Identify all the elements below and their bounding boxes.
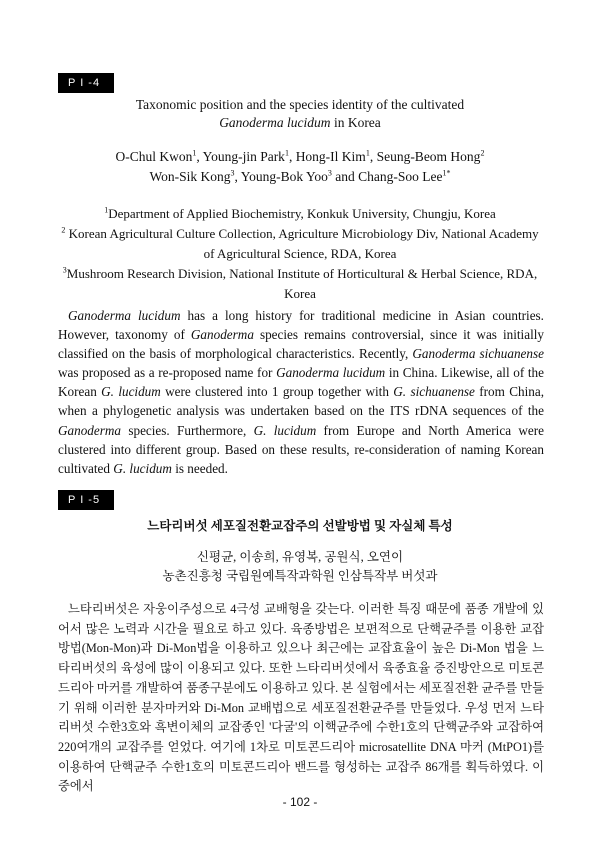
species-name: G. lucidum [253, 422, 317, 438]
abstract-text: was proposed as a re-proposed name for [58, 365, 277, 381]
abstract-text: in China. Likewise, all of the Korean [58, 365, 544, 400]
author-affil-mark: 3 [327, 168, 332, 178]
author-list: 신평균, 이송희, 유영복, 공원식, 오연이 [196, 550, 404, 564]
author: , Young-Bok Yoo [234, 169, 328, 184]
author: , Young-jin Park [196, 149, 285, 164]
author: and Chang-Soo Lee [331, 169, 443, 184]
author-affil-mark: 3 [230, 168, 235, 178]
author: Won-Sik Kong [149, 169, 231, 184]
affiliation-line [0, 224, 600, 244]
author-affil-mark: 1* [442, 168, 451, 178]
affil-text: of Agricultural Science, RDA, Korea [203, 246, 397, 261]
author-affil-mark: 1 [284, 148, 289, 158]
abstract-text: is needed. [171, 460, 228, 476]
abstract-body [58, 306, 544, 478]
affil-text: Mushroom Research Division, National Institute of Horticultural & Herbal Science, RDA, [66, 266, 538, 281]
affil-mark: 1 [104, 205, 109, 215]
affiliation-line [0, 284, 600, 304]
abstract-text: species. Furthermore, [121, 422, 254, 438]
affiliations [0, 204, 600, 304]
species-name: G. sichuanense [393, 384, 475, 400]
author: O-Chul Kwon [115, 149, 193, 164]
author: , Hong-Il Kim [288, 149, 366, 164]
title-rest: in Korea [330, 115, 381, 130]
affil-text: Korean Agricultural Culture Collection, Agriculture Microbiology Div, National Academy [65, 226, 539, 241]
title-line-1: Taxonomic position and the species identity of the cultivated [135, 97, 465, 112]
affiliation-line [0, 264, 600, 284]
affiliation-line [0, 244, 600, 264]
abstract-text: were clustered into 1 group together with [160, 384, 394, 400]
abstract-text: species remains controversial, since it was initially classified on the basis of morphological characteristics. Recently, [58, 327, 544, 362]
author-affil-mark: 2 [480, 148, 485, 158]
author-block [0, 548, 600, 586]
species-name: Ganoderma [58, 422, 122, 438]
affil-mark: 2 [61, 225, 66, 235]
species-name: G. lucidum [101, 384, 161, 400]
affiliation-line [0, 204, 600, 224]
abstract-text: from China, when a phylogenetic analysis was undertaken based on the ITS rDNA sequences of the [58, 384, 545, 419]
paper-title: 느타리버섯 세포질전환교잡주의 선발방법 및 자실체 특성 [147, 519, 453, 533]
author-list [0, 147, 600, 187]
author-affil-mark: 1 [192, 148, 197, 158]
section-tag: P I -5 [58, 490, 114, 510]
species-name: Ganoderma lucidum [276, 365, 386, 381]
section-tag: P I -4 [58, 73, 114, 93]
species-name: Ganoderma lucidum [68, 308, 181, 323]
page-number: - 102 - [282, 795, 318, 809]
species-name: G. lucidum [113, 460, 172, 476]
abstract-text: from Europe and North America were clustered into different group. Based on these results, re-consideration of naming Korean cultivated [58, 422, 544, 476]
affil-text: Department of Applied Biochemistry, Konkuk University, Chungju, Korea [108, 206, 496, 221]
affil-mark: 3 [62, 265, 67, 275]
abstract-body: 느타리버섯은 자웅이주성으로 4극성 교배형을 갖는다. 이러한 특징 때문에 품종 개발에 있어서 많은 노력과 시간을 필요로 하고 있다. 육종방법은 보편적으로 단핵균주를 이용한 교잡방법(Mon-Mon)과 Di-Mon법을 이용하고 있으나 최근에는 교잡효율이 높은 Di-Mon 법을 느타리버섯의 육성에 많이 이용되고 있다. 또한 느타리버섯에서 육종효율 증진방안으로 미토콘드리아 마커를 개발하여 품종구분에도 이용하고 있다. 본 실험에서는 세포질전환 균주를 만들기 위해 이러한 분자마커와 Di-Mon 교배법으로 세포질전환균주를 만들었다. 우성 먼저 느타리버섯 수한3호와 흑변이체의 교잡종인 '다굴'의 이핵균주에 수한1호의 단핵균주와 교잡하여 220여개의 교잡주를 얻었다. 여기에 1차로 미토콘드리아 microsatellite DNA 마커 (MtPO1)를 이용하여 단핵균주 수한1호의 미토콘드리아 밴드를 형성하는 교잡주 86개를 획득하였다. 이 중에서 [58, 602, 544, 794]
species-name: Ganoderma sichuanense [412, 346, 544, 362]
title-species: Ganoderma lucidum [219, 115, 331, 130]
author-line-1 [0, 147, 600, 167]
title-line-2 [0, 114, 600, 132]
affil-text: Korea [284, 286, 316, 301]
affiliation: 농촌진흥청 국립원예특작과학원 인삼특작부 버섯과 [162, 569, 438, 583]
abstract-text: has a long history for traditional medicine in Asian countries. However, taxonomy of [58, 308, 544, 343]
paper-title [0, 96, 600, 132]
species-name: Ganoderma [190, 327, 254, 343]
author-line-2 [0, 167, 600, 187]
author-affil-mark: 1 [365, 148, 370, 158]
author: , Seung-Beom Hong [369, 149, 481, 164]
